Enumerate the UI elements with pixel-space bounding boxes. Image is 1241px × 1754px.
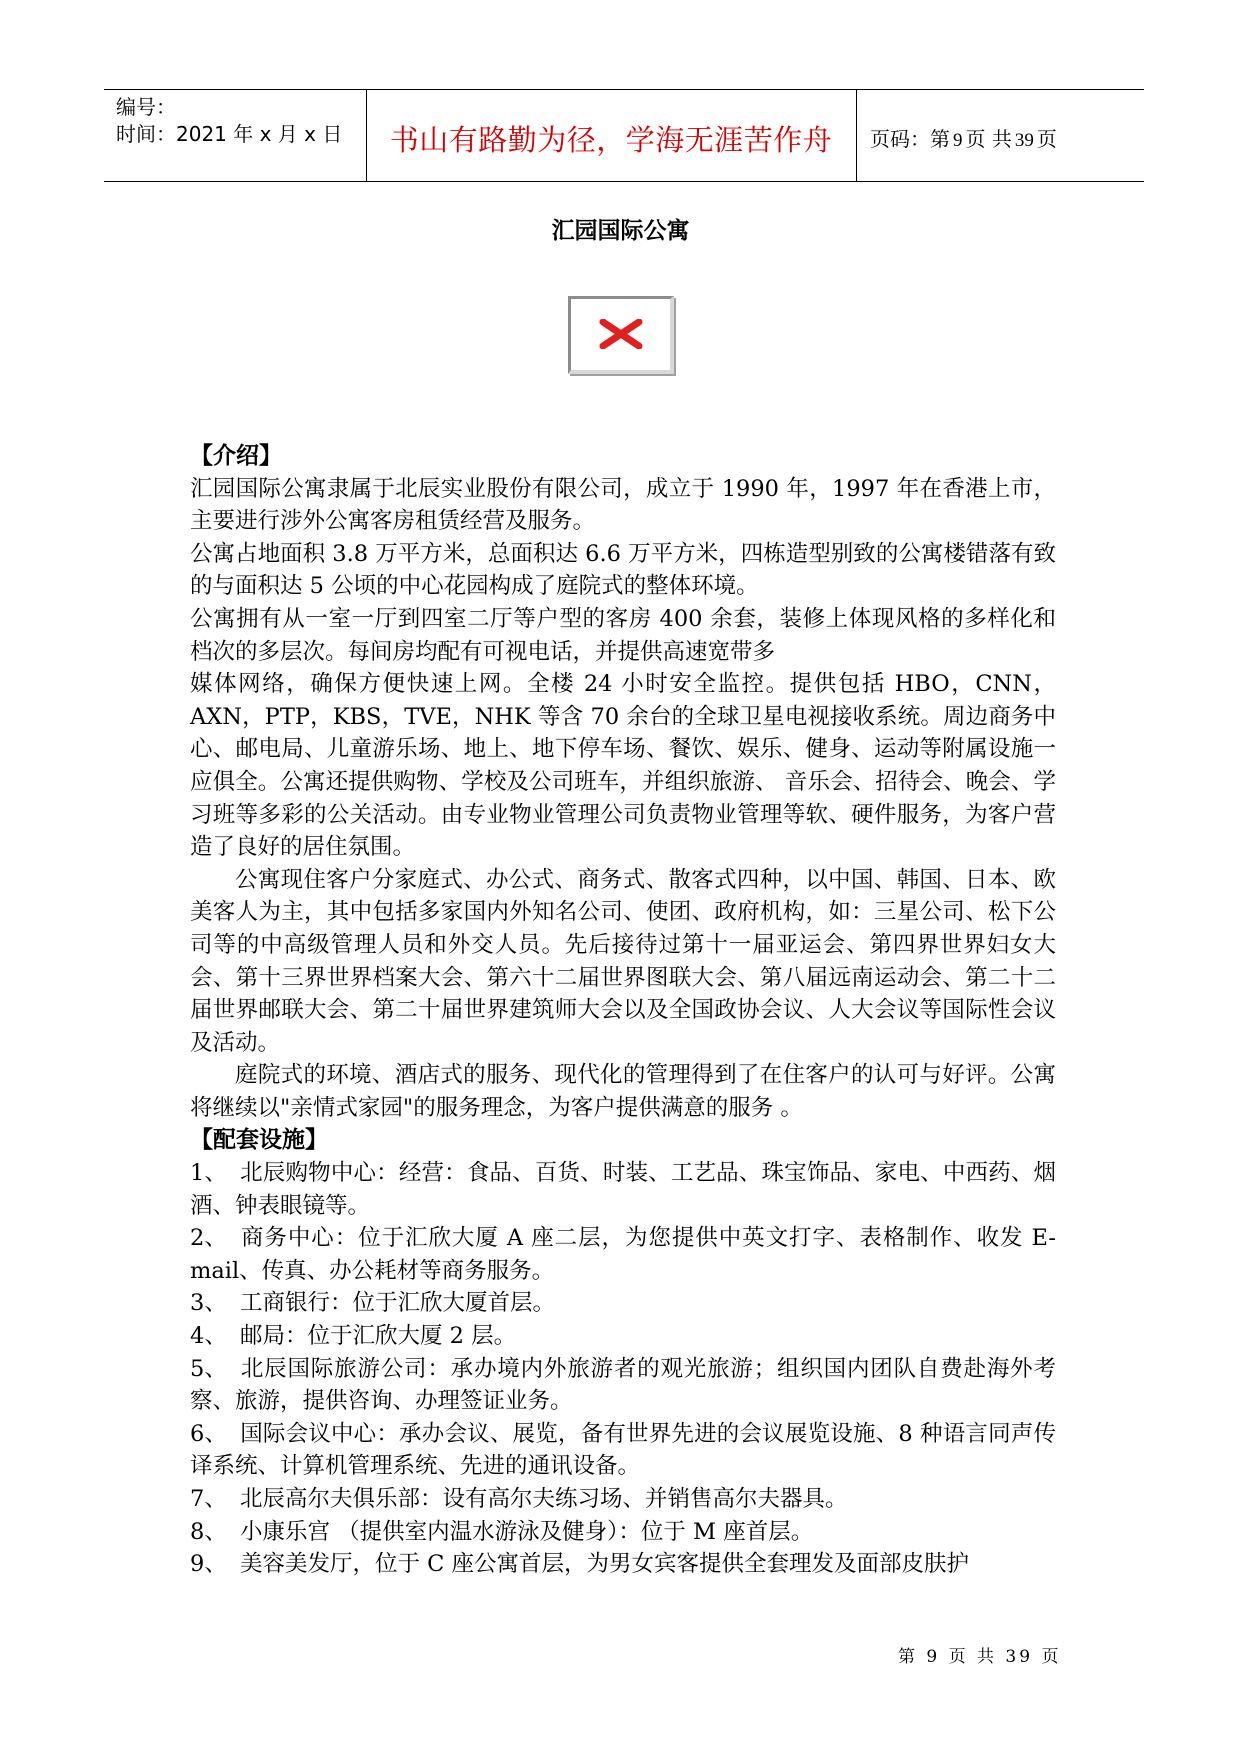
intro-paragraph: 公寓拥有从一室一厅到四室二厅等户型的客房 400 余套，装修上体现风格的多样化和档次的多层次。每间房均配有可视电话，并提供高速宽带多 — [190, 605, 1056, 665]
facility-item-number: 3、 — [190, 1290, 227, 1317]
facilities-heading: 【配套设施】 — [190, 1127, 328, 1154]
facility-item-number: 8、 — [190, 1518, 227, 1545]
facility-item-text: 北辰国际旅游公司：承办境内外旅游者的观光旅游；组织国内团队自费赴海外考察、旅游，提供咨询、办理签证业务。 — [190, 1355, 1056, 1415]
facility-item-number: 6、 — [190, 1420, 227, 1447]
facility-item-number: 1、 — [190, 1160, 227, 1187]
header-divider — [856, 90, 857, 181]
facility-item-number: 2、 — [190, 1225, 227, 1252]
facility-item — [190, 1222, 1056, 1287]
facility-item-number: 7、 — [190, 1486, 227, 1512]
facility-item-number: 4、 — [190, 1323, 227, 1350]
facility-item-text: 北辰购物中心：经营：食品、百货、时装、工艺品、珠宝饰品、家电、中西药、烟酒、钟表眼镜等。 — [190, 1160, 1056, 1219]
facility-item-number: 5、 — [190, 1355, 227, 1382]
facility-item-text: 工商银行：位于汇欣大厦首层。 — [240, 1290, 556, 1317]
header-motto: 书山有路勤为径，学海无涯苦作舟 — [389, 123, 833, 157]
facility-item — [190, 1418, 1056, 1483]
page-number: 9 — [953, 130, 963, 151]
facility-item — [190, 1157, 1056, 1222]
intro-paragraph: 公寓占地面积 3.8 万平方米，总面积达 6.6 万平方米，四栋造型别致的公寓楼错落有致的与面积达 5 公顷的中心花园构成了庭院式的整体环境。 — [190, 540, 1056, 600]
page-header — [104, 89, 1144, 182]
facility-item — [190, 1483, 1056, 1516]
intro-paragraph: 媒体网络，确保方便快速上网。全楼 24 小时安全监控。提供包括 HBO，CNN，AXN，PTP，KBS，TVE，NHK 等含 70 余台的全球卫星电视接收系统。周边商务中心、邮电局、儿童游乐场、地上、地下停车场、餐饮、娱乐、健身、运动等附属设施一应俱全。公寓还提供购物、学校及公司班车，并组织旅游、 音乐会、招待会、晚会、学习班等多彩的公关活动。由专业物业管理公司负责物业管理等软、硬件服务，为客户营造了良好的居住氛围。 — [190, 671, 1056, 861]
intro-heading: 【介绍】 — [190, 443, 282, 469]
page-mid: 页 共 — [965, 127, 1012, 151]
header-page-indicator — [870, 123, 1057, 152]
facility-item-text: 邮局：位于汇欣大厦 2 层。 — [240, 1323, 517, 1350]
facility-item-text: 小康乐宫 （提供室内温水游泳及健身）：位于 M 座首层。 — [240, 1518, 814, 1545]
facility-item-number: 9、 — [190, 1551, 227, 1578]
document-time: 时间：2021 年 x 月 x 日 — [116, 122, 343, 146]
page-prefix: 页码：第 — [870, 127, 950, 151]
facility-item — [190, 1287, 1056, 1320]
intro-paragraph: 公寓现住客户分家庭式、办公式、商务式、散客式四种，以中国、韩国、日本、欧美客人为主，其中包括多家国内外知名公司、使团、政府机构，如：三星公司、松下公司等的中高级管理人员和外交人员。先后接待过第十一届亚运会、第四界世界妇女大会、第十三界世界档案大会、第六十二届世界图联大会、第八届远南运动会、第二十二届世界邮联大会、第二十届世界建筑师大会以及全国政协会议、人大会议等国际性会议及活动。 — [190, 866, 1056, 1056]
intro-paragraph: 汇园国际公寓隶属于北辰实业股份有限公司，成立于 1990 年，1997 年在香港上市，主要进行涉外公寓客房租赁经营及服务。 — [190, 475, 1056, 535]
facility-item — [190, 1353, 1056, 1418]
document-body — [190, 440, 1056, 1581]
broken-image-placeholder — [568, 296, 674, 374]
facility-item — [190, 1516, 1056, 1549]
facility-item-text: 国际会议中心：承办会议、展览，备有世界先进的会议展览设施、8 种语言同声传译系统、计算机管理系统、先进的通讯设备。 — [190, 1420, 1056, 1480]
facility-item-text: 美容美发厅，位于 C 座公寓首层，为男女宾客提供全套理发及面部皮肤护 — [240, 1551, 970, 1578]
document-title: 汇园国际公寓 — [551, 218, 690, 244]
document-number-label: 编号： — [116, 95, 176, 119]
red-x-icon — [599, 319, 643, 349]
page-total: 39 — [1014, 130, 1034, 151]
facility-item-text: 北辰高尔夫俱乐部：设有高尔夫练习场、并销售高尔夫器具。 — [240, 1486, 848, 1512]
facility-item — [190, 1548, 1056, 1581]
header-meta — [116, 94, 342, 148]
page-suffix: 页 — [1036, 127, 1057, 151]
intro-paragraph: 庭院式的环境、酒店式的服务、现代化的管理得到了在住客户的认可与好评。公寓将继续以"亲情式家园"的服务理念，为客户提供满意的服务 。 — [190, 1062, 1056, 1121]
facility-item-text: 商务中心：位于汇欣大厦 A 座二层，为您提供中英文打字、表格制作、收发 E-mail、传真、办公耗材等商务服务。 — [190, 1225, 1056, 1284]
facility-item — [190, 1320, 1056, 1353]
page-footer: 第 9 页 共 39 页 — [898, 1647, 1062, 1667]
